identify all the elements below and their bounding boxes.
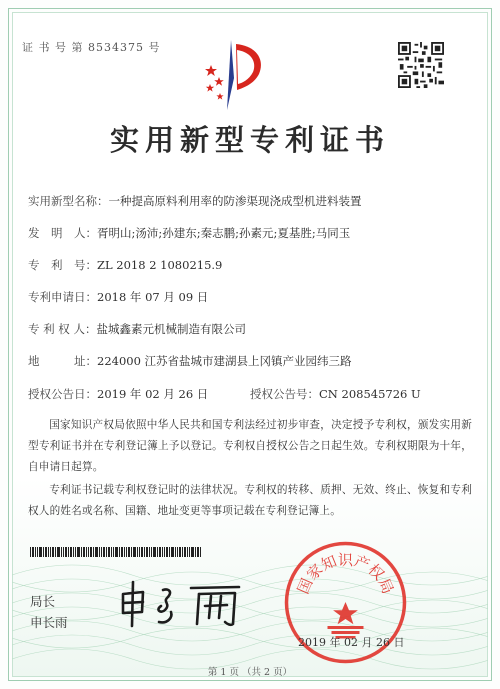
field-announcement-number — [250, 386, 421, 402]
field-value: 盐城鑫素元机械制造有限公司 — [96, 322, 246, 336]
barcode-icon — [30, 547, 202, 557]
field-label: 授权公告号： — [250, 387, 319, 401]
field-value: 一种提高原料利用率的防渗渠现浇成型机进料装置 — [108, 194, 362, 208]
field-value: 2019 年 02 月 26 日 — [97, 387, 209, 401]
field-label: 专利申请日： — [28, 290, 97, 304]
field-utility-model-name — [28, 193, 362, 209]
page-indicator: 第 1 页 （共 2 页） — [207, 667, 293, 678]
certificate-number-suffix: 号 — [148, 41, 161, 54]
field-label: 授权公告日： — [28, 387, 97, 401]
patent-office-logo-icon — [197, 38, 271, 112]
qr-code-icon — [398, 42, 444, 88]
field-value: 224000 江苏省盐城市建湖县上冈镇产业园纬三路 — [97, 354, 352, 368]
field-label: 发 明 人： — [28, 226, 97, 240]
field-value: 胥明山;汤沛;孙建东;秦志鹏;孙素元;夏基胜;马同玉 — [97, 226, 351, 240]
field-announcement-date — [28, 386, 208, 402]
field-label: 专 利 权 人： — [28, 322, 97, 336]
field-patent-number — [28, 257, 222, 273]
field-label: 地 址： — [28, 354, 97, 368]
legal-status-paragraph: 专利证书记载专利权登记时的法律状况。专利权的转移、质押、无效、终止、恢复和专利权人的姓名或名称、国籍、地址变更等事项记载在专利登记簿上。 — [28, 484, 472, 517]
field-label: 实用新型名称： — [28, 194, 109, 208]
certificate-number-label: 证 书 号 第 — [22, 41, 84, 54]
certificate-title: 实用新型专利证书 — [109, 123, 390, 157]
field-patentee — [28, 321, 246, 337]
field-label: 专 利 号： — [28, 258, 97, 272]
certificate-number-value: 8534375 — [88, 41, 144, 54]
field-address — [28, 353, 352, 369]
field-filing-date — [28, 289, 208, 305]
grant-paragraph: 国家知识产权局依照中华人民共和国专利法经过初步审查，决定授予专利权，颁发实用新型专利证书并在专利登记簿上予以登记。专利权自授权公告之日起生效。专利权期限为十年，自申请日起算。 — [28, 419, 472, 473]
field-inventors — [28, 225, 350, 241]
director-name: 申长雨 — [30, 615, 68, 630]
seal-date: 2019 年 02 月 26 日 — [298, 636, 405, 649]
seal-text: 国家知识产权局 — [293, 550, 398, 597]
field-value: ZL 2018 2 1080215.9 — [97, 258, 223, 272]
director-title: 局长 — [30, 594, 56, 609]
certificate-number — [22, 39, 161, 55]
guilloche-pattern — [12, 555, 488, 677]
director-signature-icon — [115, 580, 247, 630]
field-value: 2018 年 07 月 09 日 — [97, 290, 209, 304]
field-value: CN 208545726 U — [319, 387, 421, 401]
